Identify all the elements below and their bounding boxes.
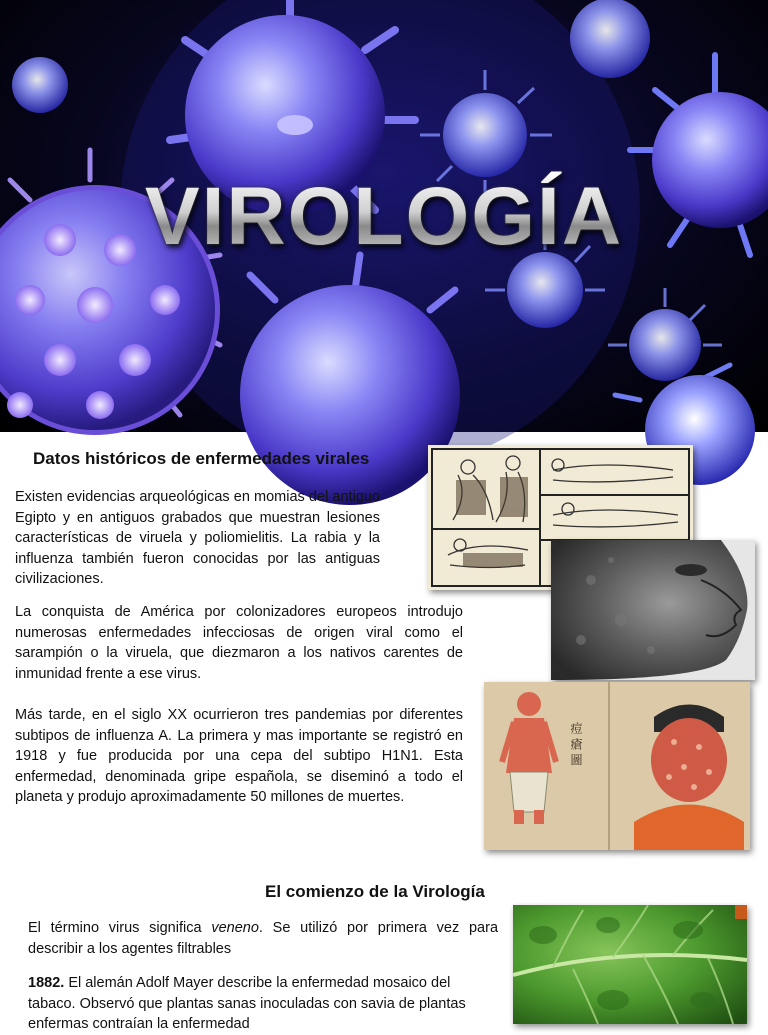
- paragraph-virus-term: [28, 918, 498, 959]
- virus-term-emphasis: veneno: [211, 920, 259, 936]
- tobacco-mosaic-leaf-image: [513, 905, 747, 1024]
- paragraph-1882: [28, 973, 498, 1035]
- section-heading-beginning: El comienzo de la Virología: [265, 882, 485, 901]
- mummy-face-image: [551, 540, 755, 680]
- paragraph-evidence: Existen evidencias arqueológicas en momias del antiguo Egipto y en antiguos grabados que muestran lesiones características de viruela y poliomielitis. La rabia y la influenza también fueron conocidas por las antiguas civilizaciones.: [15, 489, 380, 588]
- hero-banner: [0, 0, 768, 432]
- virus-term-text-end: . Se utilizó por primera vez para describir a los agentes filtrables: [28, 920, 499, 957]
- entry-text: El alemán Adolf Mayer describe la enfermedad mosaico del tabaco. Observó que plantas sanas inoculadas con savia de plantas enfermas contraían la enfermedad: [28, 975, 466, 1033]
- smallpox-japanese-illustration-image: [484, 682, 750, 850]
- page-title: VIROLOGÍA: [0, 170, 768, 264]
- section-heading-historical: Datos históricos de enfermedades virales: [33, 449, 370, 468]
- paragraph-conquest: La conquista de América por colonizadores europeos introdujo numerosas enfermedades infecciosas de origen viral como el sarampión o la viruela, que diezmaron a los nativos carentes de inmunidad frente a ese virus.: [15, 604, 463, 682]
- virus-term-text-start: El término virus significa: [28, 920, 212, 936]
- entry-year: 1882.: [28, 975, 65, 991]
- japanese-caption: 痘 瘡 圖: [569, 722, 583, 766]
- paragraph-pandemics: Más tarde, en el siglo XX ocurrieron tres pandemias por diferentes subtipos de influenza A. La primera y mas importante se registró en 1918 y fue producida por una cepa del subtipo H1N1. Esta enfermedad, denominada gripe española, se diseminó a todo el planeta y produjo aproximadamente 50 millones de muertes.: [15, 707, 463, 806]
